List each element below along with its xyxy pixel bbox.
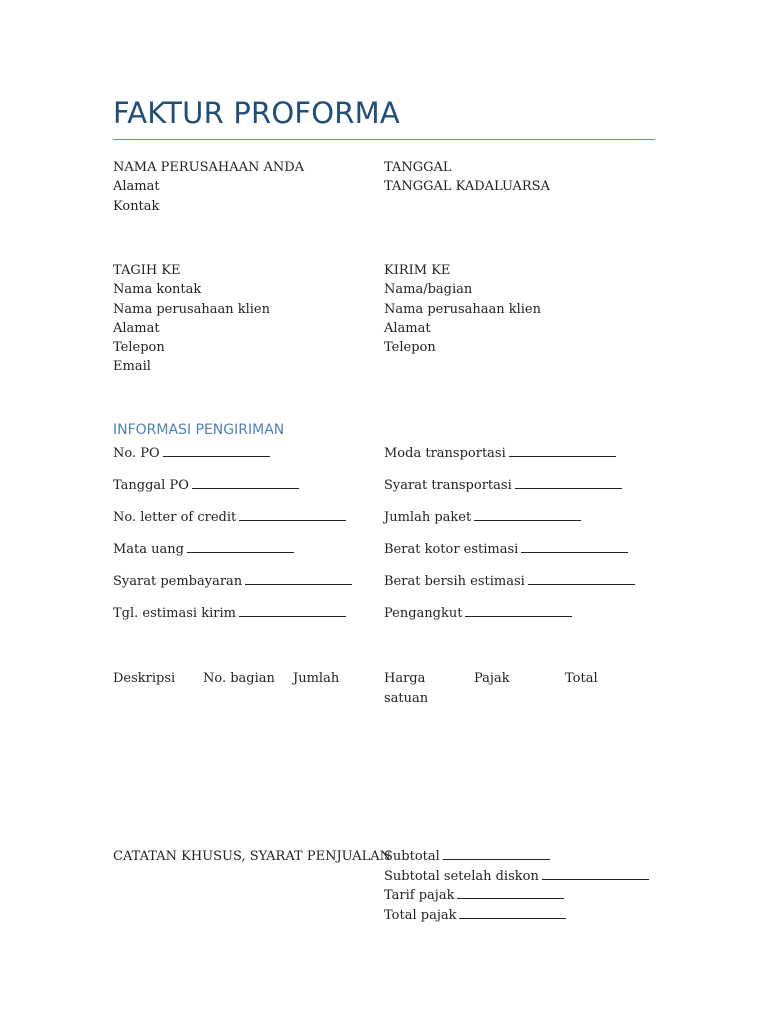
field-blank-line[interactable] bbox=[163, 444, 270, 457]
shipping-field[interactable] bbox=[384, 444, 616, 463]
field-blank-line[interactable] bbox=[457, 886, 564, 899]
table-header-description: Deskripsi bbox=[113, 671, 176, 686]
field-label: Berat bersih estimasi bbox=[384, 574, 525, 589]
bill-to-heading: TAGIH KE bbox=[113, 263, 181, 278]
shipping-field[interactable] bbox=[113, 572, 352, 591]
table-header-quantity: Jumlah bbox=[293, 671, 340, 686]
totals-field[interactable] bbox=[384, 867, 649, 886]
bill-to-line: Nama kontak bbox=[113, 282, 202, 298]
field-label: No. PO bbox=[113, 446, 160, 461]
shipping-field[interactable] bbox=[113, 476, 299, 495]
field-blank-line[interactable] bbox=[474, 508, 581, 521]
shipping-field[interactable] bbox=[113, 444, 270, 463]
field-blank-line[interactable] bbox=[245, 572, 352, 585]
field-blank-line[interactable] bbox=[459, 906, 566, 919]
field-label: Pengangkut bbox=[384, 606, 463, 621]
bill-to-line: Email bbox=[113, 359, 151, 375]
totals-field[interactable] bbox=[384, 847, 550, 866]
shipping-field[interactable] bbox=[113, 508, 346, 527]
field-label: Moda transportasi bbox=[384, 446, 506, 461]
field-label: Total pajak bbox=[384, 907, 457, 923]
totals-field[interactable] bbox=[384, 886, 564, 905]
table-header-tax: Pajak bbox=[474, 671, 510, 686]
field-label: Jumlah paket bbox=[384, 510, 472, 525]
shipping-field[interactable] bbox=[113, 604, 346, 623]
field-label: No. letter of credit bbox=[113, 510, 237, 525]
date-block bbox=[384, 158, 550, 197]
field-blank-line[interactable] bbox=[521, 540, 628, 553]
shipping-field[interactable] bbox=[384, 604, 572, 623]
invoice-page bbox=[113, 0, 655, 1024]
field-label: Mata uang bbox=[113, 542, 184, 557]
table-header-total: Total bbox=[565, 671, 598, 686]
company-address: Alamat bbox=[113, 179, 160, 195]
ship-to-line: Nama perusahaan klien bbox=[384, 301, 541, 317]
field-label: Tarif pajak bbox=[384, 888, 455, 903]
company-contact: Kontak bbox=[113, 198, 160, 214]
field-label: Syarat transportasi bbox=[384, 478, 512, 493]
field-blank-line[interactable] bbox=[192, 476, 299, 489]
ship-to-line: Telepon bbox=[384, 340, 436, 356]
bill-to-line: Telepon bbox=[113, 340, 165, 356]
field-blank-line[interactable] bbox=[509, 444, 616, 457]
invoice-date: TANGGAL bbox=[384, 160, 452, 175]
field-label: Berat kotor estimasi bbox=[384, 542, 519, 557]
field-label: Syarat pembayaran bbox=[113, 574, 243, 589]
company-block bbox=[113, 158, 304, 216]
field-blank-line[interactable] bbox=[515, 476, 622, 489]
field-blank-line[interactable] bbox=[443, 847, 550, 860]
field-blank-line[interactable] bbox=[528, 572, 635, 585]
shipping-field[interactable] bbox=[113, 540, 294, 559]
field-label: Tgl. estimasi kirim bbox=[113, 606, 236, 621]
shipping-field[interactable] bbox=[384, 540, 628, 559]
invoice-expiry-date: TANGGAL KADALUARSA bbox=[384, 179, 550, 195]
ship-to-line: Nama/bagian bbox=[384, 282, 473, 298]
field-blank-line[interactable] bbox=[239, 508, 346, 521]
field-blank-line[interactable] bbox=[187, 540, 294, 553]
field-blank-line[interactable] bbox=[239, 604, 346, 617]
table-header-part-number: No. bagian bbox=[203, 671, 275, 686]
totals-field[interactable] bbox=[384, 906, 566, 925]
field-label: Subtotal setelah diskon bbox=[384, 868, 539, 884]
bill-to-line: Nama perusahaan klien bbox=[113, 301, 270, 317]
page-title: FAKTUR PROFORMA bbox=[113, 96, 400, 130]
ship-to-block bbox=[384, 261, 541, 357]
table-header-unit-price: Harga satuan bbox=[384, 671, 429, 706]
company-name: NAMA PERUSAHAAN ANDA bbox=[113, 160, 305, 175]
shipping-field[interactable] bbox=[384, 572, 635, 591]
shipping-field[interactable] bbox=[384, 476, 622, 495]
bill-to-block bbox=[113, 261, 270, 377]
ship-to-line: Alamat bbox=[384, 320, 431, 336]
field-blank-line[interactable] bbox=[542, 867, 649, 880]
field-blank-line[interactable] bbox=[465, 604, 572, 617]
bill-to-line: Alamat bbox=[113, 320, 160, 336]
special-notes-heading: CATATAN KHUSUS, SYARAT PENJUALAN bbox=[113, 849, 391, 864]
title-divider bbox=[113, 139, 655, 140]
ship-to-heading: KIRIM KE bbox=[384, 263, 451, 278]
shipping-field[interactable] bbox=[384, 508, 581, 527]
field-label: Subtotal bbox=[384, 849, 440, 864]
shipping-info-heading: INFORMASI PENGIRIMAN bbox=[113, 422, 285, 438]
field-label: Tanggal PO bbox=[113, 478, 189, 493]
